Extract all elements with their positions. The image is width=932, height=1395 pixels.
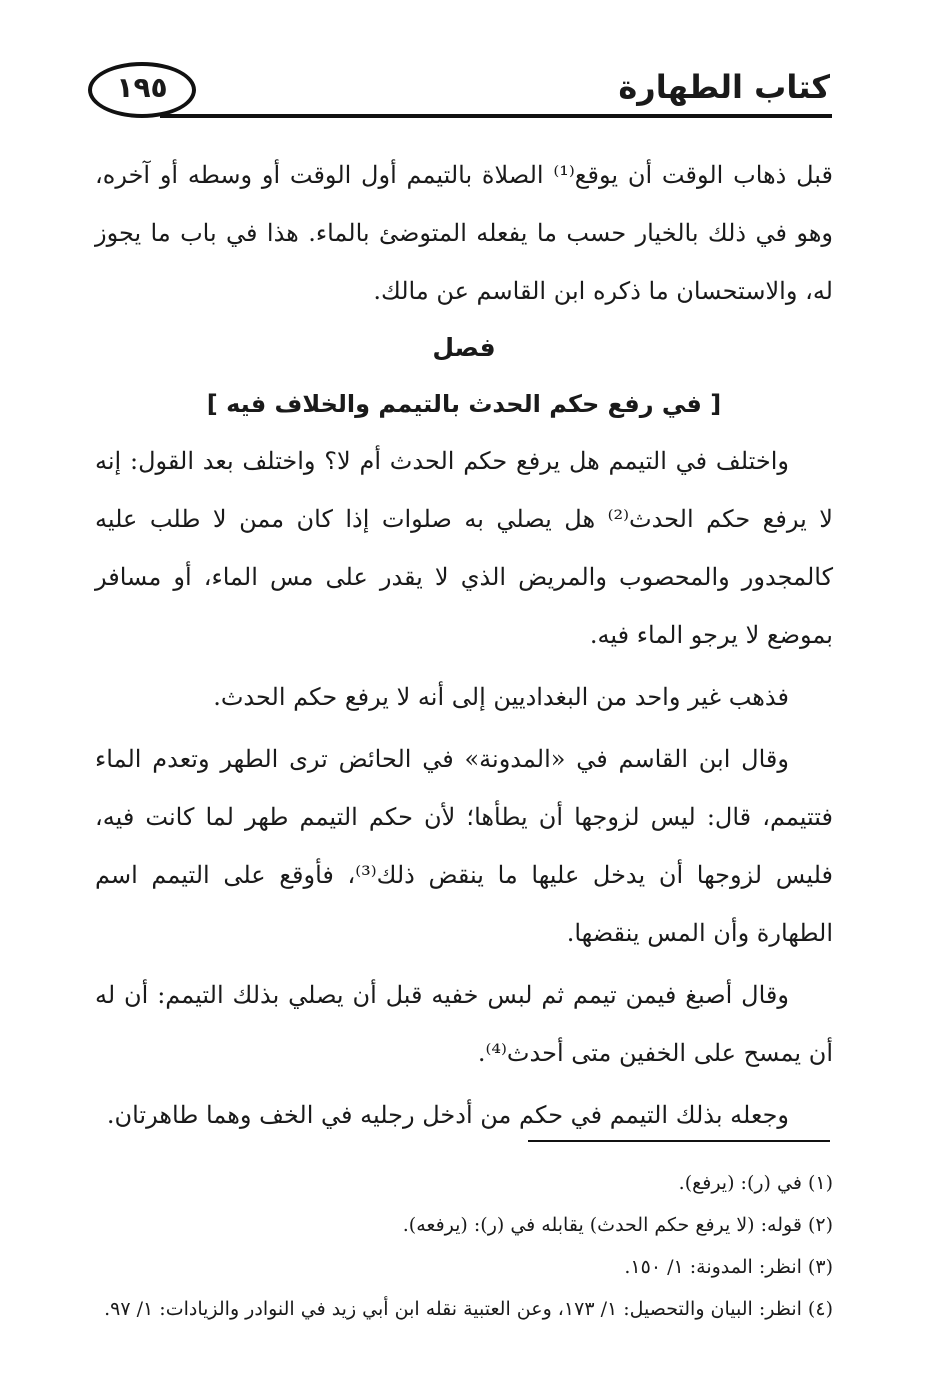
footnote-2: (٢) قوله: (لا يرفع حكم الحدث) يقابله في (ر): (يرفعه). (402, 1214, 833, 1236)
paragraph-2: واختلف في التيمم هل يرفع حكم الحدث أم لا؟ واختلف بعد القول: إنه لا يرفع حكم الحدث⁽²⁾ هل يصلي به صلوات إذا كان ممن لا طلب عليه كالمجدور والمحصوب والمريض الذي لا يقدر على مس الماء، أو مسافر بموضع لا يرجو الماء فيه. (95, 447, 833, 649)
footnote-3: (٣) انظر: المدونة: ١/ ١٥٠. (624, 1256, 833, 1278)
paragraph-6: وجعله بذلك التيمم في حكم من أدخل رجليه في الخف وهما طاهرتان. (106, 1101, 789, 1129)
paragraph-3: فذهب غير واحد من البغداديين إلى أنه لا يرفع حكم الحدث. (213, 683, 789, 711)
paragraph-4: وقال ابن القاسم في «المدونة» في الحائض ترى الطهر وتعدم الماء فتتيمم، قال: ليس لزوجها أن يطأها؛ لأن حكم التيمم طهر لما كانت فيه، فليس لزوجها أن يدخل عليها ما ينقض ذلك⁽³⁾، فأوقع على التيمم اسم الطهارة وأن المس ينقضها. (95, 745, 834, 947)
page-number: ١٩٥ (116, 71, 168, 104)
footnote-rule (528, 1140, 830, 1142)
section-subtitle: [ في رفع حكم الحدث بالتيمم والخلاف فيه ] (206, 390, 722, 418)
footnote-4: (٤) انظر: البيان والتحصيل: ١/ ١٧٣، وعن العتبية نقله ابن أبي زيد في النوادر والزيادات: ١/ ٩٧. (104, 1298, 833, 1320)
paragraph-5: وقال أصبغ فيمن تيمم ثم لبس خفيه قبل أن يصلي بذلك التيمم: أن له أن يمسح على الخفين متى أحدث⁽⁴⁾. (95, 981, 833, 1067)
footnotes (95, 1162, 833, 1330)
section-title: فصل (432, 333, 496, 362)
page-header (0, 0, 932, 130)
paragraph-1: قبل ذهاب الوقت أن يوقع⁽¹⁾ الصلاة بالتيمم أول الوقت أو وسطه أو آخره، وهو في ذلك بالخيار حسب ما يفعله المتوضئ بالماء. هذا في باب ما يجوز له، والاستحسان ما ذكره ابن القاسم عن مالك. (95, 161, 834, 305)
book-title: كتاب الطهارة (618, 68, 830, 106)
header-rule (160, 114, 832, 118)
main-text (95, 146, 833, 1144)
footnote-1: (١) في (ر): (يرفع). (678, 1172, 833, 1194)
